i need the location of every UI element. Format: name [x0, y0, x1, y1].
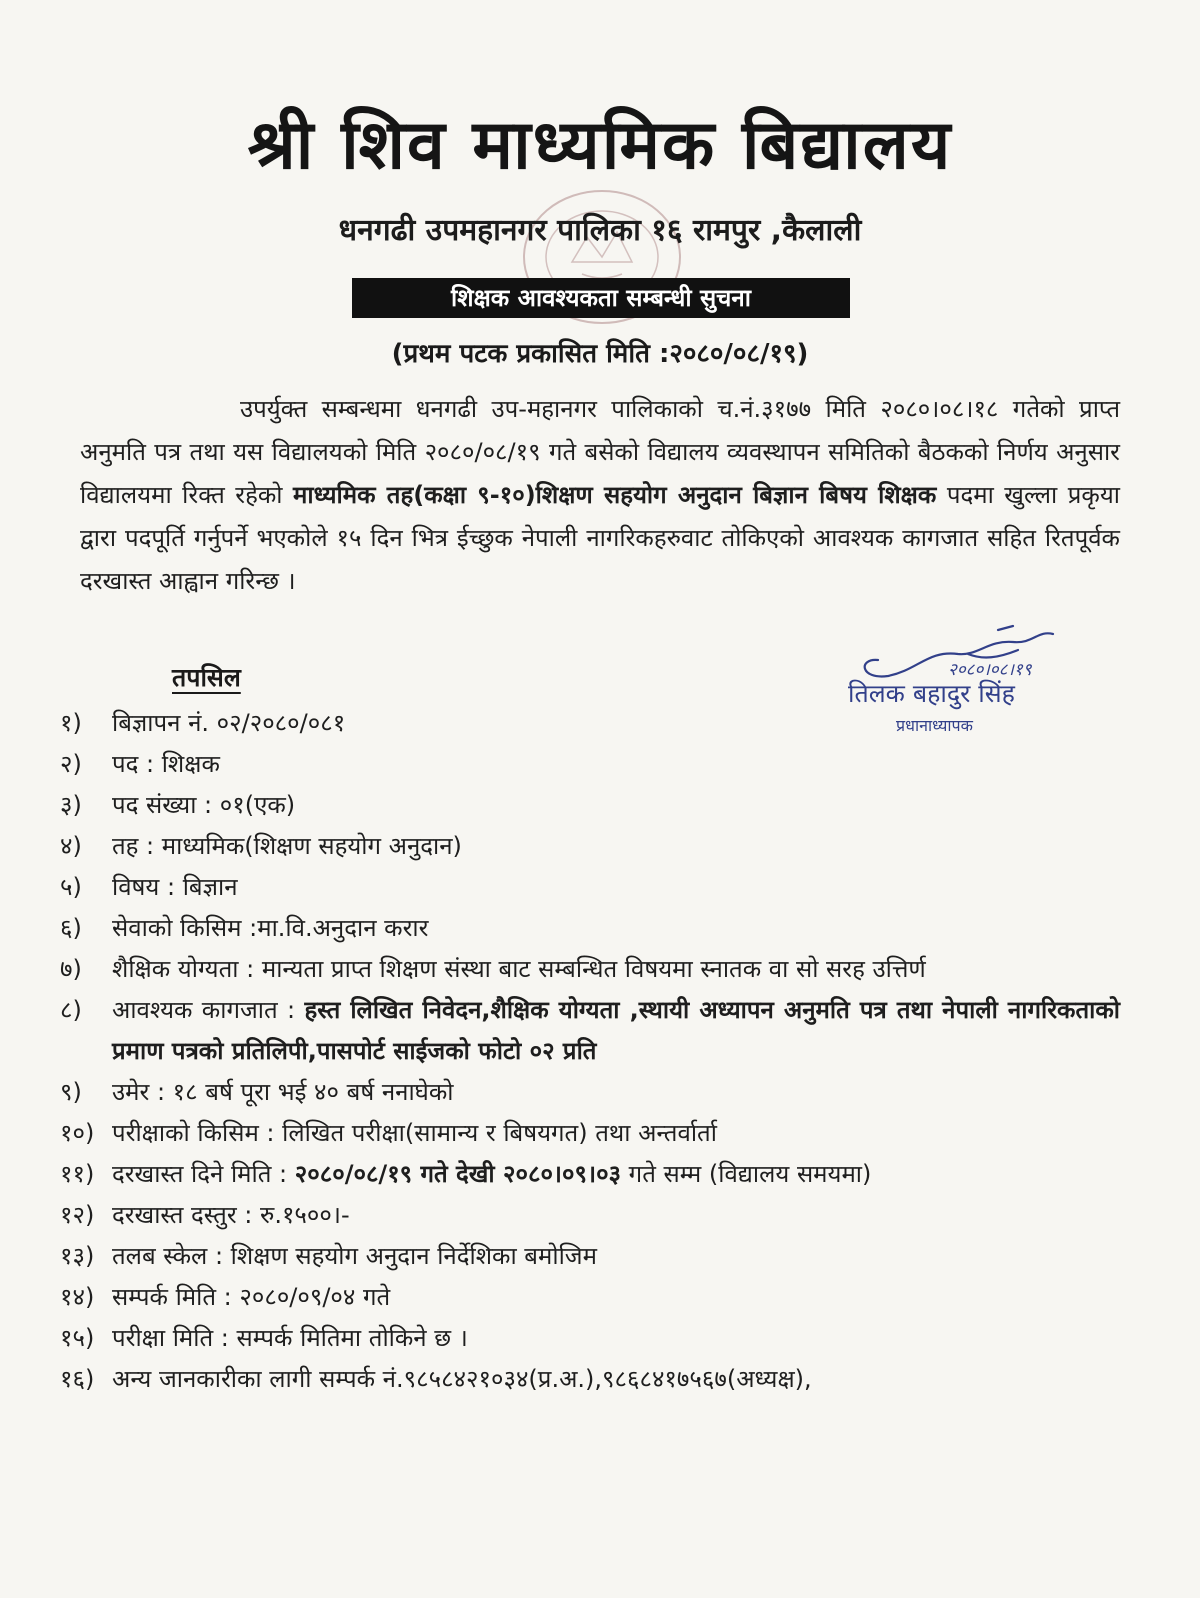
detail-number: ८): [60, 996, 82, 1024]
detail-bold-text: २०८०/०८/१९ गते देखी २०८०।०९।०३: [294, 1160, 622, 1188]
detail-number: १६): [60, 1365, 95, 1393]
detail-item: [60, 1359, 1120, 1400]
detail-number: ५): [60, 873, 82, 901]
school-address: धनगढी उपमहानगर पालिका १६ रामपुर ,कैलाली: [338, 213, 862, 248]
detail-number: ३): [60, 791, 82, 819]
detail-text: सम्पर्क मिति : २०८०/०९/०४ गते: [112, 1283, 391, 1311]
detail-label: आवश्यक कागजात :: [112, 996, 305, 1024]
body-text-part3: पदमा खुल्ला प्रकृया द्वारा पदपूर्ति गर्नुपर्ने भएकोले १५ दिन भित्र ईच्छुक नेपाली नागरिकहरुवाट तोकिएको आवश्यक कागजात सहित रितपूर्वक दरखास्त आह्वान गरिन्छ ।: [80, 481, 1121, 595]
detail-item: [60, 1113, 1120, 1154]
detail-text: तलब स्केल : शिक्षण सहयोग अनुदान निर्देशिका बमोजिम: [112, 1242, 597, 1270]
detail-text: [112, 990, 1120, 1072]
detail-item: [60, 1236, 1120, 1277]
principal-role: प्रधानाध्यापक: [896, 716, 973, 735]
detail-item: [60, 1195, 1120, 1236]
detail-number: ६): [60, 914, 82, 942]
detail-text: विषय : बिज्ञान: [112, 873, 238, 901]
detail-number: १४): [60, 1283, 95, 1311]
notice-title-banner: शिक्षक आवश्यकता सम्बन्धी सुचना: [352, 278, 850, 318]
detail-text: शैक्षिक योग्यता : मान्यता प्राप्त शिक्षण संस्था बाट सम्बन्धित विषयमा स्नातक वा सो सरह उत्तिर्ण: [112, 955, 926, 983]
body-text-position-bold: माध्यमिक तह(कक्षा ९-१०)शिक्षण सहयोग अनुदान बिज्ञान बिषय शिक्षक: [293, 481, 937, 509]
detail-item: [60, 990, 1120, 1072]
detail-number: २): [60, 750, 82, 778]
publish-date: (प्रथम पटक प्रकासित मिति :२०८०/०८/१९): [391, 339, 809, 369]
detail-text: पद : शिक्षक: [112, 750, 220, 778]
school-name-heading: श्री शिव माध्यमिक बिद्यालय: [247, 106, 953, 185]
detail-item: [60, 1072, 1120, 1113]
detail-item: [60, 826, 1120, 867]
detail-number: ७): [60, 955, 82, 983]
notice-body-paragraph: [80, 388, 1120, 603]
detail-text: उमेर : १८ बर्ष पूरा भई ४० बर्ष ननाघेको: [112, 1078, 454, 1106]
detail-text: सेवाको किसिम :मा.वि.अनुदान करार: [112, 914, 429, 942]
detail-text: बिज्ञापन नं. ०२/२०८०/०८१: [112, 709, 346, 737]
detail-number: १३): [60, 1242, 95, 1270]
detail-number: ४): [60, 832, 82, 860]
detail-label: दरखास्त दिने मिति :: [112, 1160, 295, 1188]
detail-number: १२): [60, 1201, 95, 1229]
detail-text: [112, 1160, 871, 1188]
detail-item: [60, 949, 1120, 990]
detail-number: १५): [60, 1324, 95, 1352]
detail-number: ९): [60, 1078, 82, 1106]
detail-text: तह : माध्यमिक(शिक्षण सहयोग अनुदान): [112, 832, 462, 860]
detail-text: दरखास्त दस्तुर : रु.१५००।-: [112, 1201, 350, 1229]
detail-item: [60, 1277, 1120, 1318]
detail-item: [60, 1154, 1120, 1195]
detail-number: १०): [60, 1119, 95, 1147]
detail-rest: गते सम्म (विद्यालय समयमा): [621, 1160, 872, 1188]
detail-item: [60, 785, 1120, 826]
details-heading: तपसिल: [172, 663, 241, 692]
detail-text: अन्य जानकारीका लागी सम्पर्क नं.९८५८४२१०३४(प्र.अ.),९८६८४१७५६७(अध्यक्ष),: [112, 1365, 812, 1393]
signature-date: २०८०।०८।१९: [948, 660, 1032, 680]
detail-text: परीक्षाको किसिम : लिखित परीक्षा(सामान्य र बिषयगत) तथा अन्तर्वार्ता: [112, 1119, 717, 1147]
detail-text: पद संख्या : ०१(एक): [112, 791, 296, 819]
detail-number: १): [60, 709, 82, 737]
principal-name: तिलक बहादुर सिंह: [848, 679, 1015, 708]
detail-item: [60, 703, 1120, 744]
detail-text: परीक्षा मिति : सम्पर्क मितिमा तोकिने छ ।: [112, 1324, 468, 1352]
detail-item: [60, 744, 1120, 785]
detail-item: [60, 867, 1120, 908]
details-list: [60, 703, 1120, 1400]
detail-item: [60, 908, 1120, 949]
detail-number: ११): [60, 1160, 95, 1188]
body-text-part1: उपर्युक्त सम्बन्धमा धनगढी उप-महानगर पालिकाको च.नं.३१७७ मिति २०८०।०८।१८ गतेको प्राप्त अनुमति पत्र तथा यस विद्यालयको मिति २०८०/०८/१९ गते बसेको विद्यालय व्यवस्थापन समितिको बैठकको निर्णय अनुसार विद्यालयमा रिक्त रहेको: [80, 395, 1120, 509]
detail-item: [60, 1318, 1120, 1359]
detail-bold-text: हस्त लिखित निवेदन,शैक्षिक योग्यता ,स्थायी अध्यापन अनुमति पत्र तथा नेपाली नागरिकताको प्रमाण पत्रको प्रतिलिपी,पासपोर्ट साईजको फोटो ०२ प्रति: [112, 996, 1120, 1065]
